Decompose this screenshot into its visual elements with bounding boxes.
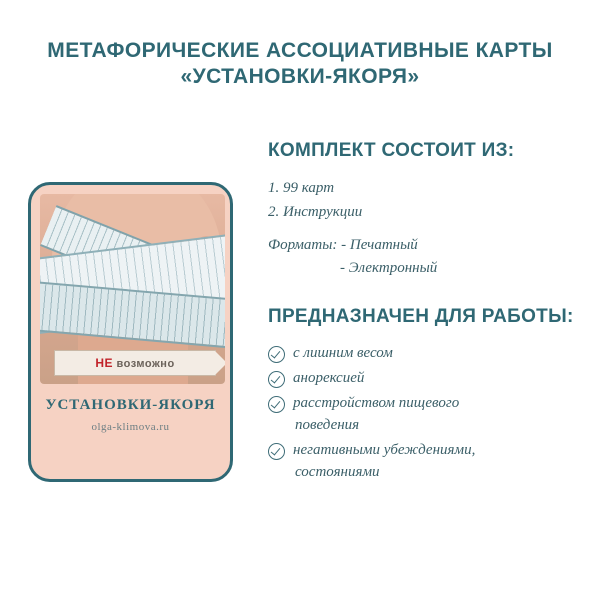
card-name: УСТАНОВКИ-ЯКОРЯ bbox=[45, 397, 216, 413]
banner-arrow-icon bbox=[215, 351, 225, 375]
right-column bbox=[268, 140, 580, 486]
card-banner bbox=[54, 350, 216, 376]
set-item-2: 2. Инструкции bbox=[268, 204, 363, 220]
product-card bbox=[28, 182, 233, 482]
check-circle-icon bbox=[268, 396, 285, 413]
card-photo bbox=[40, 194, 225, 384]
purpose-item bbox=[268, 439, 580, 483]
purpose-item bbox=[268, 342, 580, 364]
purpose-item-text: расстройством пищевого bbox=[293, 395, 460, 411]
purpose-item-text: анорексией bbox=[293, 370, 365, 386]
check-circle-icon bbox=[268, 443, 285, 460]
purpose-item-text: негативными убеждениями, bbox=[293, 442, 476, 458]
formats-printed: Форматы: - Печатный bbox=[268, 237, 418, 253]
formats-block bbox=[268, 234, 580, 280]
set-heading: КОМПЛЕКТ СОСТОИТ ИЗ: bbox=[268, 140, 515, 161]
purpose-item-label bbox=[293, 439, 475, 483]
formats-electronic: - Электронный bbox=[340, 260, 438, 276]
card-banner-text bbox=[95, 356, 174, 370]
purpose-item bbox=[268, 392, 580, 436]
purpose-item-label bbox=[293, 367, 364, 389]
check-circle-icon bbox=[268, 346, 285, 363]
title-line-1: МЕТАФОРИЧЕСКИЕ АССОЦИАТИВНЫЕ КАРТЫ bbox=[47, 39, 553, 62]
purpose-item-label bbox=[293, 392, 459, 436]
purpose-item-text-cont: поведения bbox=[295, 417, 360, 433]
check-circle-icon bbox=[268, 371, 285, 388]
page-title bbox=[0, 38, 600, 90]
card-url: olga-klimova.ru bbox=[91, 421, 170, 433]
purpose-item-text-cont: состояниями bbox=[295, 464, 380, 480]
set-item-1: 1. 99 карт bbox=[268, 180, 335, 196]
purpose-item-text: с лишним весом bbox=[293, 345, 393, 361]
purpose-item-label bbox=[293, 342, 393, 364]
purpose-heading: ПРЕДНАЗНАЧЕН ДЛЯ РАБОТЫ: bbox=[268, 306, 574, 327]
banner-word: возможно bbox=[116, 358, 175, 370]
banner-negation: НЕ bbox=[95, 356, 113, 370]
title-line-2: «УСТАНОВКИ-ЯКОРЯ» bbox=[180, 65, 420, 88]
purpose-item bbox=[268, 367, 580, 389]
